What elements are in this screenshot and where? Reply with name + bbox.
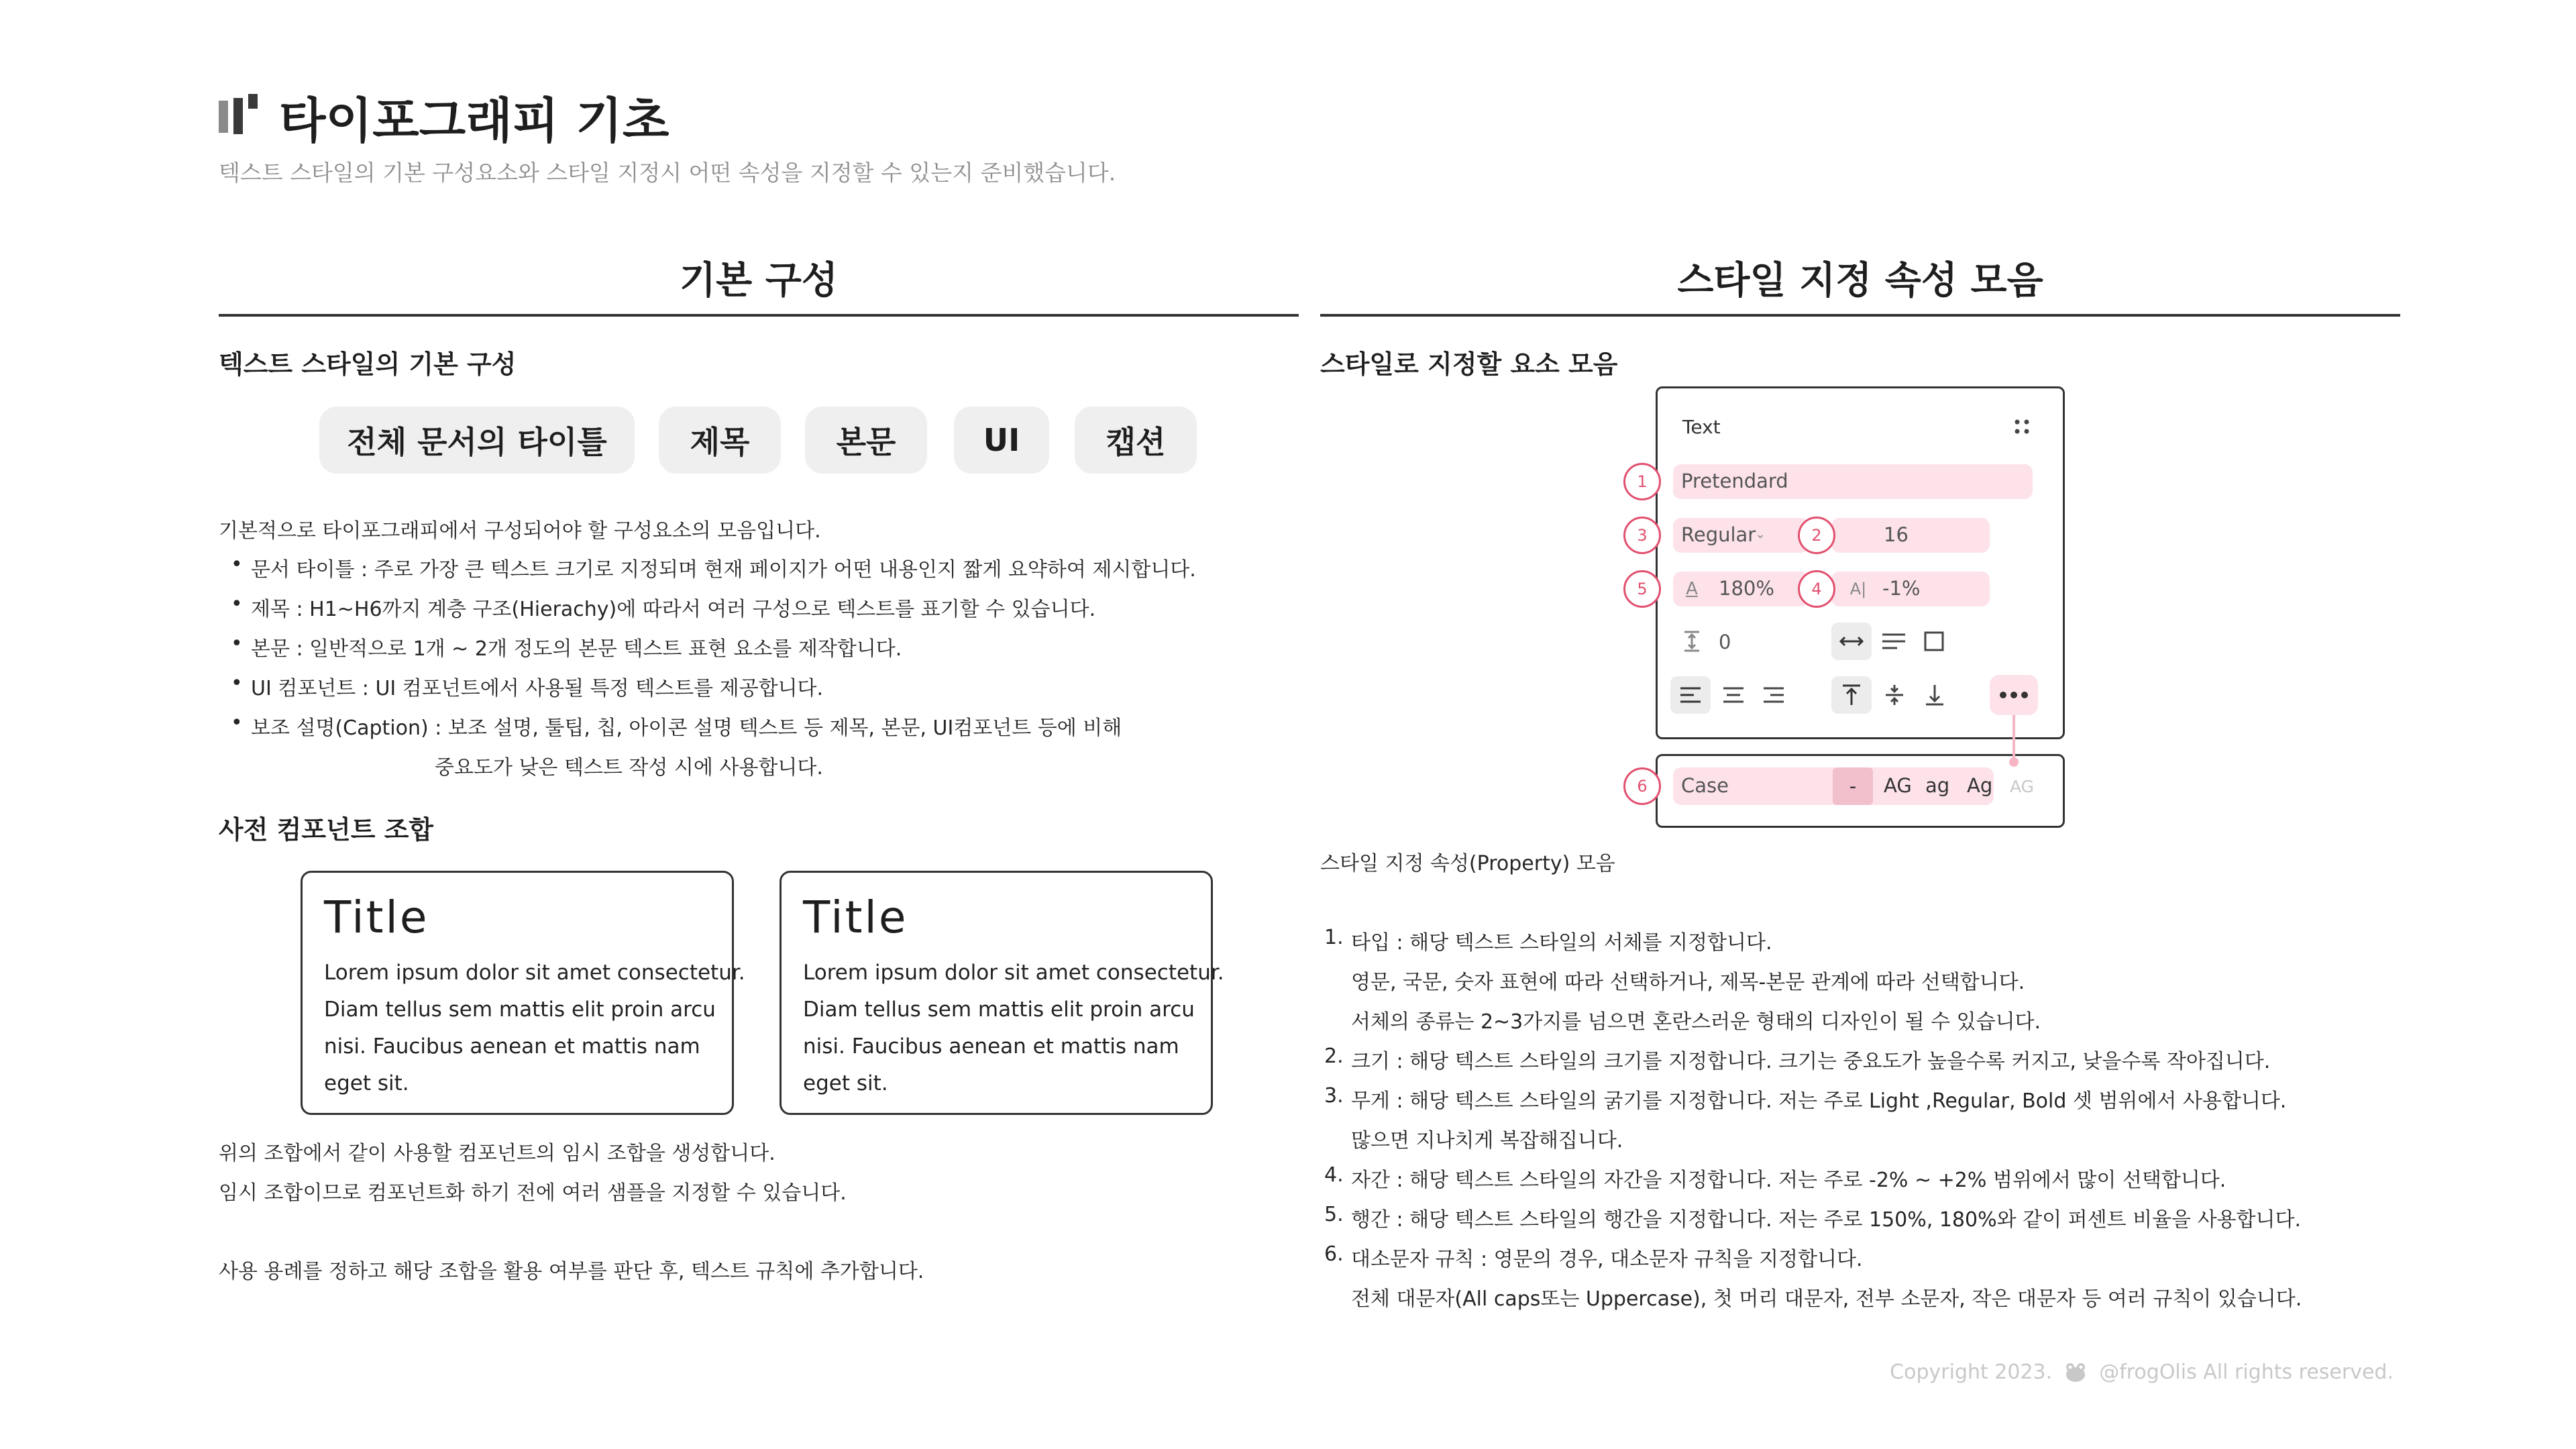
letter-spacing-icon: A| <box>1849 580 1867 598</box>
bullet-marker: • <box>231 711 243 735</box>
card-body <box>803 955 1224 1102</box>
basic-heading: 텍스트 스타일의 기본 구성 <box>219 350 517 379</box>
bullet-item: 제목 : H1~H6까지 계층 구조(Hierachy)에 따라서 여러 구성으로 텍스트를 표기할 수 있습니다. <box>251 598 1096 621</box>
sample-card <box>301 871 745 1115</box>
font-size-field[interactable] <box>1831 518 1990 553</box>
copyright-text: Copyright 2023. <box>1890 1360 2053 1384</box>
section-divider <box>219 314 1299 317</box>
card-body <box>324 955 745 1102</box>
auto-height-icon[interactable] <box>1877 624 1911 659</box>
list-item-detail: 전체 대문자(All caps또는 Uppercase), 첫 머리 대문자, 전부 소문자, 작은 대문자 등 여러 규칙이 있습니다. <box>1351 1287 2302 1311</box>
connector-line <box>2006 715 2022 769</box>
auto-width-icon[interactable] <box>1831 623 1872 660</box>
card-line: nisi. Faucibus aenean et mattis nam <box>324 1034 700 1059</box>
font-size-value: 16 <box>1884 523 1909 546</box>
chip-body: 본문 <box>805 407 927 474</box>
property-caption: 스타일 지정 속성(Property) 모음 <box>1320 852 1615 875</box>
chip-caption: 캡션 <box>1075 407 1197 474</box>
list-number: 5. <box>1324 1203 1344 1226</box>
bullet-item: UI 컴포넌트 : UI 컴포넌트에서 사용될 특정 텍스트를 제공합니다. <box>251 677 824 700</box>
combo-note: 위의 조합에서 같이 사용할 컴포넌트의 임시 조합을 생성합니다. <box>219 1142 775 1165</box>
case-option-upper[interactable]: AG <box>1884 774 1912 797</box>
section-divider <box>1320 314 2400 317</box>
align-left-icon[interactable] <box>1670 676 1711 714</box>
case-option-none[interactable]: - <box>1833 767 1873 805</box>
marker-4: 4 <box>1798 570 1835 608</box>
letter-spacing-value: -1% <box>1882 577 1921 600</box>
intro-text: 기본적으로 타이포그래피에서 구성되어야 할 구성요소의 모음입니다. <box>219 519 821 543</box>
bullet-marker: • <box>231 672 243 695</box>
list-item: 자간 : 해당 텍스트 스타일의 자간을 지정합니다. 저는 주로 -2% ~ +2% 범위에서 많이 선택합니다. <box>1351 1169 2226 1192</box>
page-subtitle: 텍스트 스타일의 기본 구성요소와 스타일 지정시 어떤 속성을 지정할 수 있는지 준비했습니다. <box>219 160 1116 186</box>
combo-note: 임시 조합이므로 컴포넌트화 하기 전에 여러 샘플을 지정할 수 있습니다. <box>219 1181 847 1205</box>
section-title-style: 스타일 지정 속성 모음 <box>1677 259 2043 303</box>
card-line: Diam tellus sem mattis elit proin arcu <box>324 998 716 1022</box>
list-item-detail: 서체의 종류는 2~3가지를 넘으면 혼란스러운 형태의 디자인이 될 수 있습니다. <box>1351 1010 2041 1034</box>
bullet-marker: • <box>231 553 243 576</box>
align-right-icon[interactable] <box>1755 676 1792 714</box>
chip-document-title: 전체 문서의 타이틀 <box>319 407 635 474</box>
section-title-basic: 기본 구성 <box>680 259 838 303</box>
list-number: 1. <box>1324 926 1344 949</box>
case-label: Case <box>1681 774 1729 797</box>
align-top-icon[interactable] <box>1831 676 1872 714</box>
elements-heading: 스타일로 지정할 요소 모음 <box>1320 350 1618 379</box>
chevron-down-icon: ⌄ <box>1755 527 1766 541</box>
marker-6: 6 <box>1623 767 1661 805</box>
logo-icon <box>219 94 263 134</box>
list-item: 대소문자 규칙 : 영문의 경우, 대소문자 규칙을 지정합니다. <box>1351 1248 1863 1271</box>
card-line: eget sit. <box>803 1071 888 1095</box>
bullet-continuation: 중요도가 낮은 텍스트 작성 시에 사용합니다. <box>435 756 823 780</box>
list-item: 타입 : 해당 텍스트 스타일의 서체를 지정합니다. <box>1351 931 1772 955</box>
bullet-item: 본문 : 일반적으로 1개 ~ 2개 정도의 본문 텍스트 표현 요소를 제작합니다. <box>251 637 902 661</box>
case-option-title[interactable]: Ag <box>1967 774 1993 797</box>
bullet-marker: • <box>231 632 243 655</box>
case-option-small-caps[interactable]: AG <box>2010 777 2035 796</box>
chip-ui: UI <box>954 407 1049 474</box>
panel-title: Text <box>1682 416 1721 438</box>
font-weight-value: Regular <box>1681 523 1756 546</box>
list-number: 2. <box>1324 1044 1344 1068</box>
combo-heading: 사전 컴포넌트 조합 <box>219 815 434 845</box>
list-item: 행간 : 해당 텍스트 스타일의 행간을 지정합니다. 저는 주로 150%, 180%와 같이 퍼센트 비율을 사용합니다. <box>1351 1208 2302 1232</box>
list-number: 3. <box>1324 1084 1344 1108</box>
chip-heading: 제목 <box>659 407 781 474</box>
bullet-item: 문서 타이틀 : 주로 가장 큰 텍스트 크기로 지정되며 현재 페이지가 어떤 내용인지 짧게 요약하여 제시합니다. <box>251 558 1196 582</box>
list-number: 6. <box>1324 1242 1344 1266</box>
card-line: Diam tellus sem mattis elit proin arcu <box>803 998 1195 1022</box>
list-item-detail: 많으면 지나치게 복잡해집니다. <box>1351 1129 1623 1152</box>
more-options-icon[interactable] <box>1990 675 2038 715</box>
card-title: Title <box>324 892 429 943</box>
marker-1: 1 <box>1623 463 1661 500</box>
marker-2: 2 <box>1798 517 1835 554</box>
align-middle-icon[interactable] <box>1876 676 1913 714</box>
list-item-detail: 영문, 국문, 숫자 표현에 따라 선택하거나, 제목-본문 관계에 따라 선택합니다. <box>1351 971 2025 994</box>
paragraph-spacing-icon <box>1680 629 1704 653</box>
case-option-lower[interactable]: ag <box>1925 774 1950 797</box>
drag-handle-icon[interactable] <box>2010 415 2034 439</box>
list-item: 무게 : 해당 텍스트 스타일의 굵기를 지정합니다. 저는 주로 Light ,Regular, Bold 셋 범위에서 사용합니다. <box>1351 1089 2287 1113</box>
fixed-size-icon[interactable] <box>1917 624 1951 659</box>
sample-card <box>780 871 1224 1115</box>
card-line: eget sit. <box>324 1071 409 1095</box>
paragraph-spacing-value: 0 <box>1719 631 1731 653</box>
owner-text: @frogOlis All rights reserved. <box>2099 1360 2394 1384</box>
bullet-item: 보조 설명(Caption) : 보조 설명, 툴팁, 칩, 아이콘 설명 텍스트 등 제목, 본문, UI컴포넌트 등에 비해 <box>251 716 1122 740</box>
list-number: 4. <box>1324 1163 1344 1187</box>
page-title: 타이포그래피 기초 <box>279 93 669 149</box>
footer <box>1890 1360 2394 1384</box>
align-bottom-icon[interactable] <box>1916 676 1953 714</box>
card-title: Title <box>803 892 908 943</box>
line-height-icon: A <box>1686 579 1698 599</box>
marker-3: 3 <box>1623 517 1661 554</box>
list-item: 크기 : 해당 텍스트 스타일의 크기를 지정합니다. 크기는 중요도가 높을수록 커지고, 낮을수록 작아집니다. <box>1351 1050 2271 1073</box>
marker-5: 5 <box>1623 570 1661 608</box>
line-height-value: 180% <box>1719 577 1774 600</box>
bullet-marker: • <box>231 592 243 616</box>
frog-icon <box>2064 1361 2087 1384</box>
card-line: Lorem ipsum dolor sit amet consectetur. <box>803 961 1224 985</box>
card-line: Lorem ipsum dolor sit amet consectetur. <box>324 961 745 985</box>
align-center-icon[interactable] <box>1715 676 1752 714</box>
card-line: nisi. Faucibus aenean et mattis nam <box>803 1034 1179 1059</box>
final-note: 사용 용례를 정하고 해당 조합을 활용 여부를 판단 후, 텍스트 규칙에 추가합니다. <box>219 1260 924 1283</box>
font-family-value: Pretendard <box>1681 470 1788 492</box>
